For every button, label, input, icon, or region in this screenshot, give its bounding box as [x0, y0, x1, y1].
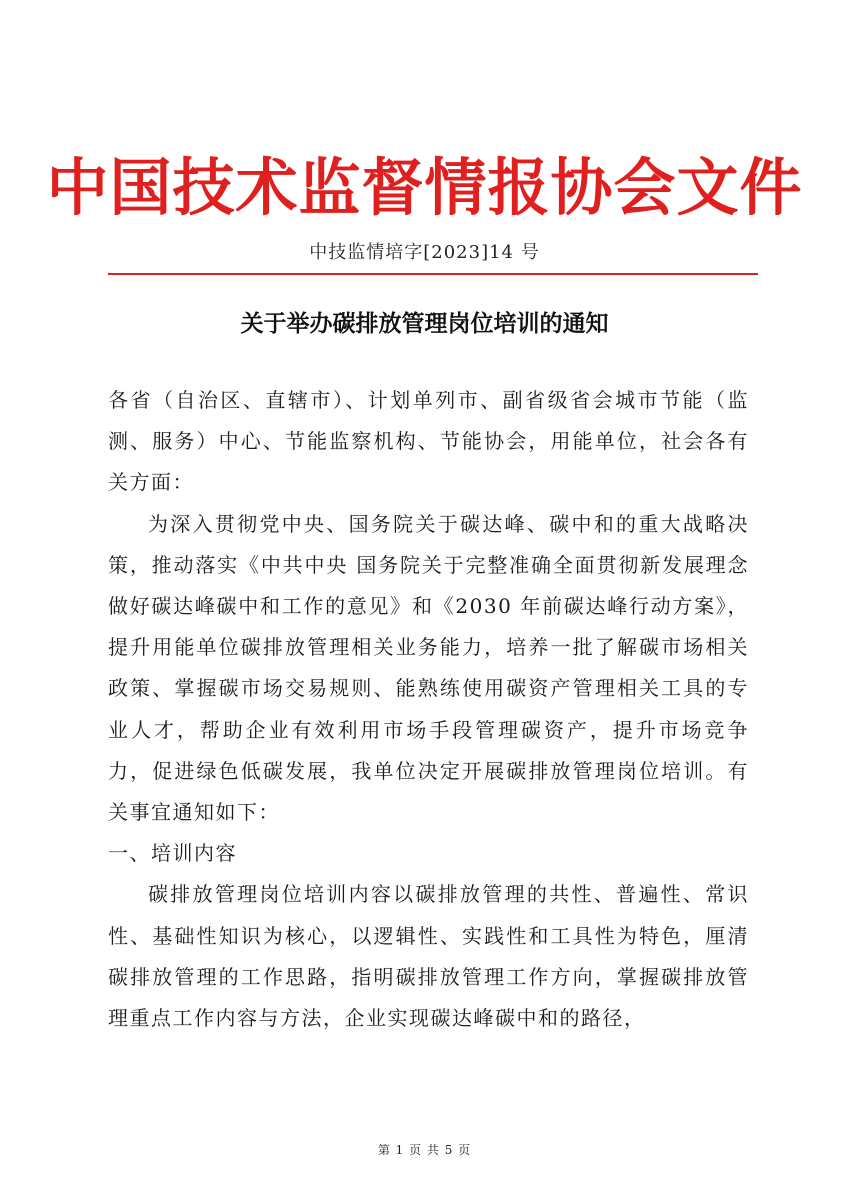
document-number: 中技监情培字[2023]14 号	[309, 242, 540, 263]
notice-title: 关于举办碳排放管理岗位培训的通知	[240, 310, 609, 337]
red-divider-rule	[108, 273, 758, 275]
body-paragraph: 碳排放管理岗位培训内容以碳排放管理的共性、普遍性、常识性、基础性知识为核心，以逻辑性、实践性和工具性为特色，厘清碳排放管理的工作思路，指明碳排放管理工作方向，掌握碳排放管理重点工作内容与方法，企业实现碳达峰碳中和的路径，	[108, 882, 749, 1031]
addressee-paragraph: 各省（自治区、直辖市）、计划单列市、副省级省会城市节能（监测、服务）中心、节能监察机构、节能协会，用能单位，社会各有关方面：	[108, 388, 749, 495]
document-body	[108, 380, 749, 1039]
page-number-footer: 第 1 页 共 5 页	[377, 1143, 472, 1157]
org-title: 中国技术监督情报协会文件	[46, 151, 803, 224]
section-heading: 一、培训内容	[108, 841, 237, 866]
body-paragraph: 为深入贯彻党中央、国务院关于碳达峰、碳中和的重大战略决策，推动落实《中共中央 国务院关于完整准确全面贯彻新发展理念做好碳达峰碳中和工作的意见》和《2030 年前碳达峰行动方案》，提升用能单位碳排放管理相关业务能力，培养一批了解碳市场相关政策、掌握碳市场交易规则、能熟练使用碳资产管理相关工具的专业人才，帮助企业有效利用市场手段管理碳资产，提升市场竞争力，促进绿色低碳发展，我单位决定开展碳排放管理岗位培训。有关事宜通知如下：	[108, 511, 749, 825]
